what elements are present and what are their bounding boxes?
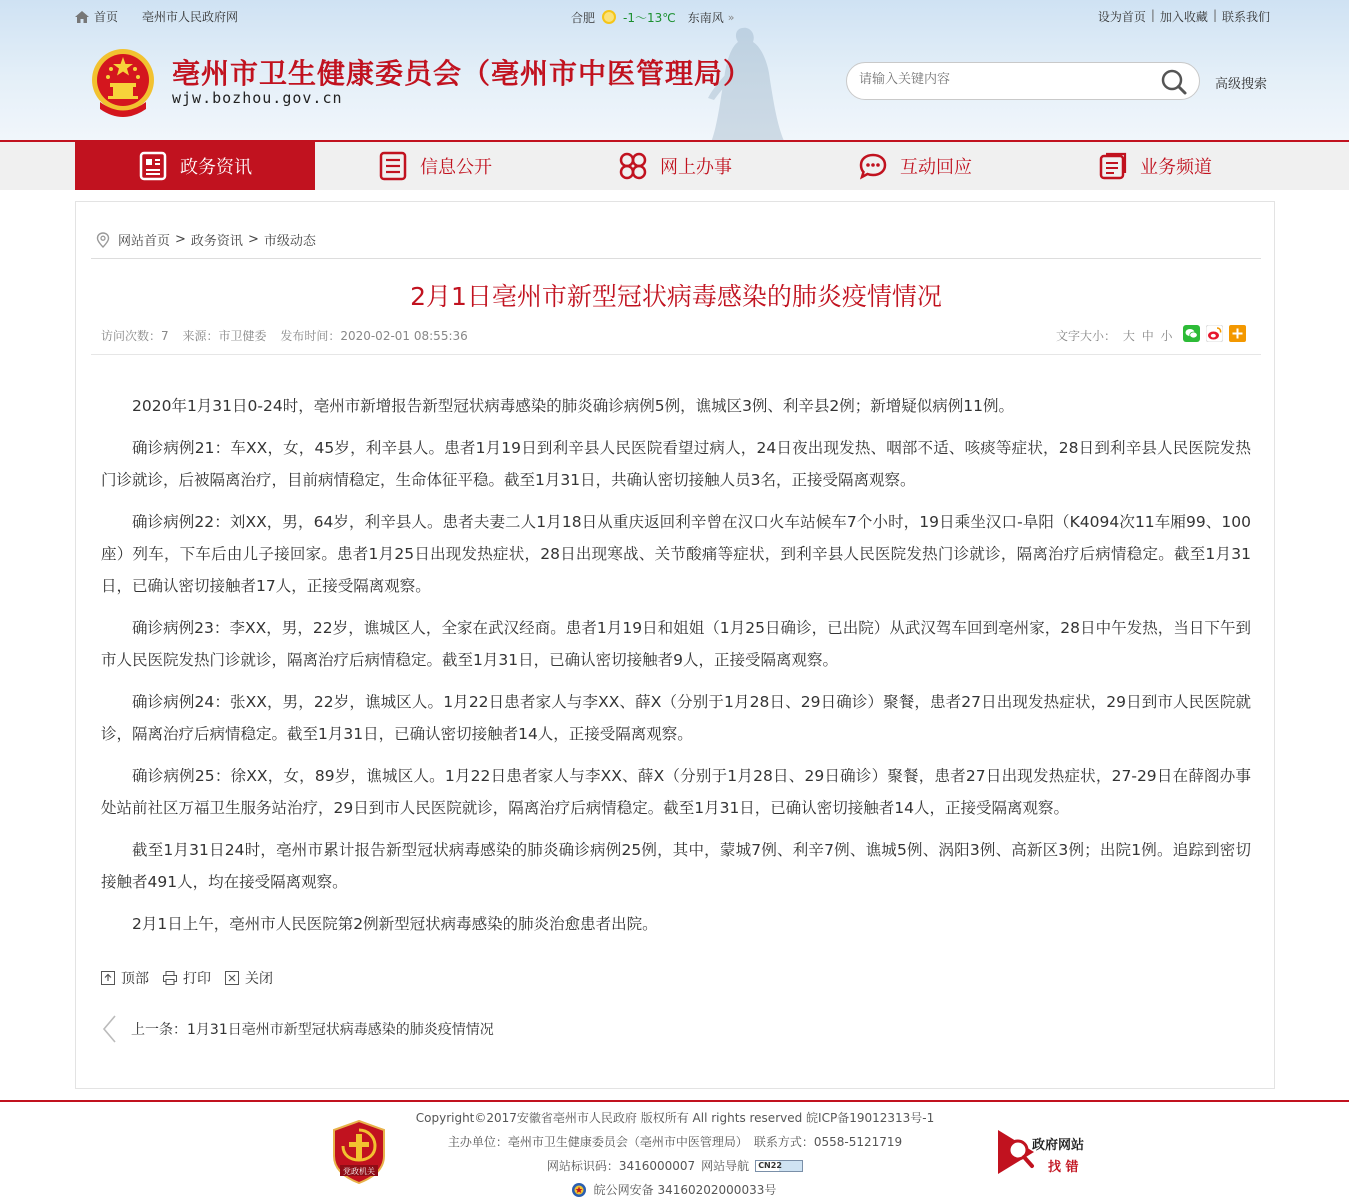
main-nav — [0, 140, 1349, 190]
nav-item-label: 互动回应 — [900, 157, 972, 178]
divider — [91, 258, 1261, 259]
channel-icon — [1098, 151, 1128, 181]
location-pin-icon — [96, 232, 110, 248]
nav-item-info-disclosure[interactable] — [315, 142, 555, 190]
chevron-left-icon — [101, 1014, 117, 1044]
printer-icon — [163, 971, 177, 985]
visit-count: 访问次数：7 — [101, 329, 169, 343]
nav-item-label: 业务频道 — [1140, 157, 1212, 178]
article-container — [75, 201, 1275, 1089]
prev-title: 1月31日亳州市新型冠状病毒感染的肺炎疫情情况 — [187, 1022, 494, 1038]
article-paragraph: 2020年1月31日0-24时，亳州市新增报告新型冠状病毒感染的肺炎确诊病例5例，谯城区3例、利辛县2例；新增疑似病例11例。 — [132, 397, 1015, 415]
font-small-button[interactable]: 小 — [1160, 329, 1173, 343]
breadcrumb — [96, 230, 316, 249]
nav-item-business-channel[interactable] — [1035, 142, 1275, 190]
service-icon — [618, 151, 648, 181]
badge-text: 党政机关 — [343, 1167, 375, 1176]
article-paragraph: 截至1月31日24时，亳州市累计报告新型冠状病毒感染的肺炎确诊病例25例，其中，蒙城7例、利辛7例、谯城5例、涡阳3例、高新区3例；出院1例。追踪到密切接触者491人，均在接受隔离观察。 — [101, 841, 1251, 891]
weibo-share-icon[interactable] — [1206, 325, 1223, 342]
share-buttons — [1183, 325, 1252, 342]
nav-item-label: 信息公开 — [420, 157, 492, 178]
font-size-control — [1056, 327, 1173, 344]
home-link-label: 首页 — [94, 10, 119, 24]
list-icon — [378, 151, 408, 181]
article-source: 来源：市卫健委 — [182, 329, 267, 343]
article-paragraph: 确诊病例22：刘XX，男，64岁，利辛县人。患者夫妻二人1月18日从重庆返回利辛曾在汉口火车站候车7个小时，19日乘坐汉口-阜阳（K4094次11车厢99、100座）列车，下车后由儿子接回家。患者1月25日出现发热症状，28日出现寒战、关节酸痛等症状，到利辛县人民医院发热门诊就诊，隔离治疗后病情稳定。截至1月31日，已确认密切接触者17人，正接受隔离观察。 — [101, 513, 1251, 595]
weather-city: 合肥 — [571, 10, 596, 25]
error-report-line2: 找 错 — [1048, 1160, 1079, 1175]
party-government-badge-icon[interactable] — [332, 1120, 386, 1184]
publish-time: 发布时间：2020-02-01 08:55:36 — [280, 329, 468, 343]
article-paragraph: 确诊病例21：车XX，女，45岁，利辛县人。患者1月19日到利辛县人民医院看望过病人，24日夜出现发热、咽部不适、咳痰等症状，28日到利辛县人民医院发热门诊就诊，后被隔离治疗，目前病情稳定，生命体征平稳。截至1月31日，共确认密切接触人员3名，正接受隔离观察。 — [101, 439, 1251, 489]
home-icon — [75, 11, 89, 23]
site-url: wjw.bozhou.gov.cn — [172, 89, 343, 107]
police-record[interactable]: 皖公网安备 34160202000033号 — [593, 1183, 777, 1197]
article-title: 2月1日亳州市新型冠状病毒感染的肺炎疫情情况 — [410, 282, 942, 311]
nav-item-online-service[interactable] — [555, 142, 795, 190]
previous-article-link[interactable] — [101, 1014, 494, 1044]
host-unit: 主办单位：亳州市卫生健康委员会（亳州市中医管理局） — [447, 1135, 748, 1149]
breadcrumb-separator: > — [175, 232, 186, 247]
police-badge-icon — [571, 1182, 587, 1198]
footer-info — [400, 1106, 950, 1199]
prev-label: 上一条： — [131, 1022, 187, 1038]
home-link[interactable] — [75, 8, 118, 25]
national-emblem-icon[interactable] — [90, 47, 156, 117]
nav-item-label: 政务资讯 — [180, 157, 252, 178]
divider: | — [1212, 8, 1217, 22]
divider — [91, 354, 1261, 355]
nav-item-interaction[interactable] — [795, 142, 1035, 190]
site-id: 网站标识码：3416000007 — [546, 1159, 696, 1173]
search-box — [846, 62, 1200, 100]
breadcrumb-news[interactable]: 政务资讯 — [190, 234, 243, 249]
advanced-search-link[interactable]: 高级搜索 — [1215, 77, 1268, 92]
close-box-icon — [225, 971, 239, 985]
add-favorite-link[interactable]: 加入收藏 — [1159, 10, 1208, 24]
more-share-icon[interactable] — [1229, 325, 1246, 342]
close-button[interactable] — [225, 968, 273, 988]
breadcrumb-home[interactable]: 网站首页 — [118, 234, 171, 249]
article-paragraph: 确诊病例24：张XX，男，22岁，谯城区人。1月22日患者家人与李XX、薛X（分别于1月28日、29日确诊）聚餐，患者27日出现发热症状，29日到市人民医院就诊，隔离治疗后病情稳定。截至1月31日，已确认密切接触者14人，正接受隔离观察。 — [101, 693, 1251, 743]
weather-temperature: -1～13℃ — [623, 10, 676, 25]
print-label: 打印 — [183, 971, 211, 987]
divider: | — [1150, 8, 1155, 22]
news-icon — [138, 151, 168, 181]
weather-wind: 东南风 — [687, 10, 724, 25]
back-to-top-label: 顶部 — [121, 971, 149, 987]
article-paragraph: 确诊病例25：徐XX，女，89岁，谯城区人。1月22日患者家人与李XX、薛X（分别于1月28日、29日确诊）聚餐，患者27日出现发热症状，27-29日在薛阁办事处站前社区万福卫生服务站治疗，29日到市人民医院就诊，隔离治疗后病情稳定。截至1月31日，已确认密切接触者14人，正接受隔离观察。 — [101, 767, 1251, 817]
nav-item-news[interactable] — [75, 142, 315, 190]
site-title: 亳州市卫生健康委员会（亳州市中医管理局） — [172, 57, 753, 90]
font-size-label: 文字大小： — [1056, 329, 1117, 343]
site-nav-link[interactable]: 网站导航 — [701, 1159, 750, 1173]
chat-icon — [858, 151, 888, 181]
breadcrumb-city-news[interactable]: 市级动态 — [263, 234, 316, 249]
breadcrumb-separator: > — [247, 232, 259, 247]
site-footer — [0, 1102, 1349, 1199]
wechat-share-icon[interactable] — [1183, 325, 1200, 342]
arrow-up-box-icon — [101, 971, 115, 985]
search-icon[interactable] — [1159, 68, 1189, 96]
search-input[interactable] — [859, 72, 1149, 87]
close-label: 关闭 — [245, 971, 273, 987]
gov-site-error-report[interactable] — [996, 1128, 1096, 1176]
font-medium-button[interactable]: 中 — [1141, 329, 1154, 343]
set-homepage-link[interactable]: 设为首页 — [1097, 10, 1146, 24]
top-bar — [75, 8, 1275, 28]
site-header — [0, 0, 1349, 140]
article-body — [101, 390, 1251, 950]
gov-site-link[interactable]: 亳州市人民政府网 — [142, 10, 239, 24]
article-paragraph: 确诊病例23：李XX，男，22岁，谯城区人，全家在武汉经商。患者1月19日和姐姐（1月25日确诊，已出院）从武汉驾车回到亳州家，28日中午发热，当日下午到市人民医院发热门诊就诊，隔离治疗后病情稳定。截至1月31日，已确认密切接触者9人，正接受隔离观察。 — [101, 619, 1251, 669]
article-paragraph: 2月1日上午，亳州市人民医院第2例新型冠状病毒感染的肺炎治愈患者出院。 — [132, 915, 658, 933]
copyright-text: Copyright©2017安徽省亳州市人民政府 版权所有 All rights reserved 皖ICP备19012313号-1 — [415, 1111, 935, 1125]
article-tools — [101, 968, 287, 988]
article-meta — [101, 327, 478, 344]
contact-us-link[interactable]: 联系我们 — [1221, 10, 1270, 24]
sunny-weather-icon — [598, 8, 620, 26]
font-large-button[interactable]: 大 — [1122, 329, 1135, 343]
error-report-line1: 政府网站 — [1032, 1138, 1085, 1153]
weather-widget — [571, 8, 734, 26]
weather-more-icon[interactable]: » — [727, 10, 735, 24]
nav-item-label: 网上办事 — [660, 157, 732, 178]
cn22-badge-icon[interactable]: CN22 — [755, 1160, 803, 1172]
contact-phone: 联系方式：0558-5121719 — [753, 1135, 903, 1149]
print-button[interactable] — [163, 968, 211, 988]
back-to-top-button[interactable] — [101, 968, 149, 988]
